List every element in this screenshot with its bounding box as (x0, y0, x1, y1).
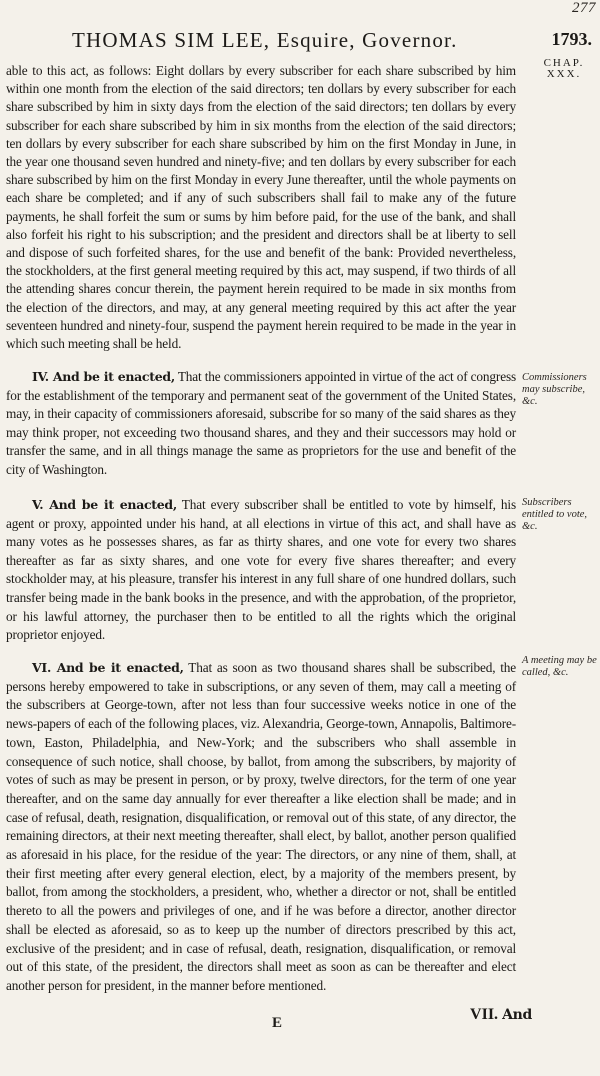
catchword (470, 1006, 532, 1024)
folio-number: 277 (572, 0, 596, 16)
margin-note-commissioners: Commissioners may subscribe, &c. (522, 372, 587, 407)
catchword-word: And (502, 1007, 532, 1023)
section-vi (6, 659, 516, 996)
paragraph-text: able to this act, as follows: Eight dollars by every subscriber for each share subscribed by him within one month from the election of the said directors; ten dollars by every subscriber for each share subscribed by him in sixty days from the election of the said directors; ten dollars by every subscriber for each share subscribed by him in six months from the election of the said directors; ten dollars by every subscriber for each share subscribed by him on the first Monday in June, in the year one thousand seven hundred and ninety-five; and ten dollars by every subscriber for each share subscribed by him on the first Monday in every June thereafter, until the whole payments on each share be completed; and if any of such subscribers shall fail to make any of the future payments, he shall forfeit the sum or sums by him before paid, for the use of the bank, and shall also forfeit his right to his subscription; and the president and directors shall be at liberty to sell and dispose of such forfeited shares, for the use and benefit of the bank: Provided nevertheless, the stockholders, at the first general meeting required by this act, may suspend, if two thirds of all the attending shares concur therein, the payment herein required to be made in six months from the election of the directors, and may, at any general meeting required by this act after the year seventeen hundred and ninety-four, suspend the payment herein required to be made in the year in which such meeting shall be held. (6, 63, 516, 352)
section-iv (6, 368, 516, 480)
section-text: That every subscriber shall be entitled to vote by himself, his agent or proxy, appointed under his hand, at all elections in virtue of this act, and shall have as many votes as he possesses shares, as far as thirty shares, and one vote for every two shares thereafter as far as sixty shares, and one vote for every five shares thereafter; and every stockholder may, at his pleasure, transfer his interest in any full share of one hundred dollars, such transfer being made in the bank books in the presence, and with the approbation, of the proprietor, or his lawful attorney, the purchaser then to be entitled to all the rights which the original proprietor enjoyed. (6, 497, 516, 643)
section-text: That as soon as two thousand shares shall be subscribed, the persons hereby empowered to take in subscriptions, or any seven of them, may call a meeting of the subscribers at George-town, after not less than four successive weeks notice in one of the news-papers of each of the following places, viz. Alexandria, George-town, Annapolis, Baltimore-town, Easton, Philadelphia, and New-York; and the subscribers who shall assemble in consequence of such notice, shall choose, by ballot, from among the subscribers, by majority of votes of such as may be present in person, or by proxy, twelve directors, for the term of one year thereafter, and on the same day annually for ever thereafter a like election shall be made; and in case of refusal, death, resignation, disqualification, or removal out of this state, of any director, the remaining directors, at their next meeting thereafter, shall elect, by ballot, another person qualified as aforesaid in his place, for the residue of the year: The directors, or any nine of them, shall, at their first meeting after every general election, elect, by a majority of the members present, by ballot, from among the stockholders, a president, who, whether a director or not, shall be entitled thereto to all the powers and privileges of one, and if he was before a director, another director shall be elected as aforesaid, so as to keep up the number of directors prescribed by this act, exclusive of the president; and in case of refusal, death, resignation, disqualification, or removal out of this state, of the president, the directors shall meet as soon as can be thereafter and elect another person for president, in the manner before mentioned. (6, 660, 516, 993)
chapter-number: XXX. (546, 68, 582, 80)
paragraph-continuation (6, 62, 516, 353)
running-head (0, 28, 600, 56)
chapter-marker (531, 58, 597, 80)
margin-note-subscribers: Subscribers entitled to vote, &c. (522, 497, 588, 532)
section-text: That the commissioners appointed in virtue of the act of congress for the establishment of the temporary and permanent seat of the government of the United States, may, in their capacity of commissioners aforesaid, subscribe for so many of the said shares as they may think proper, not exceeding two thousand shares, and they and their successors may hold or transfer the same, and in all things manage the same as proprietors for the use and benefit of the city of Washington. (6, 369, 516, 477)
section-lead: V. And be it enacted, (32, 497, 177, 512)
section-lead: IV. And be it enacted, (32, 369, 175, 384)
chapter-label: CHAP. (543, 57, 585, 69)
page-year: 1793. (551, 29, 592, 49)
section-lead: VI. And be it enacted, (32, 660, 184, 675)
catchword-prefix: VII. (470, 1006, 499, 1023)
margin-note-meeting: A meeting may be called, &c. (522, 655, 597, 678)
section-v (6, 496, 516, 645)
page-title: THOMAS SIM LEE, Esquire, Governor. (72, 28, 458, 52)
signature-mark: E (272, 1015, 283, 1031)
